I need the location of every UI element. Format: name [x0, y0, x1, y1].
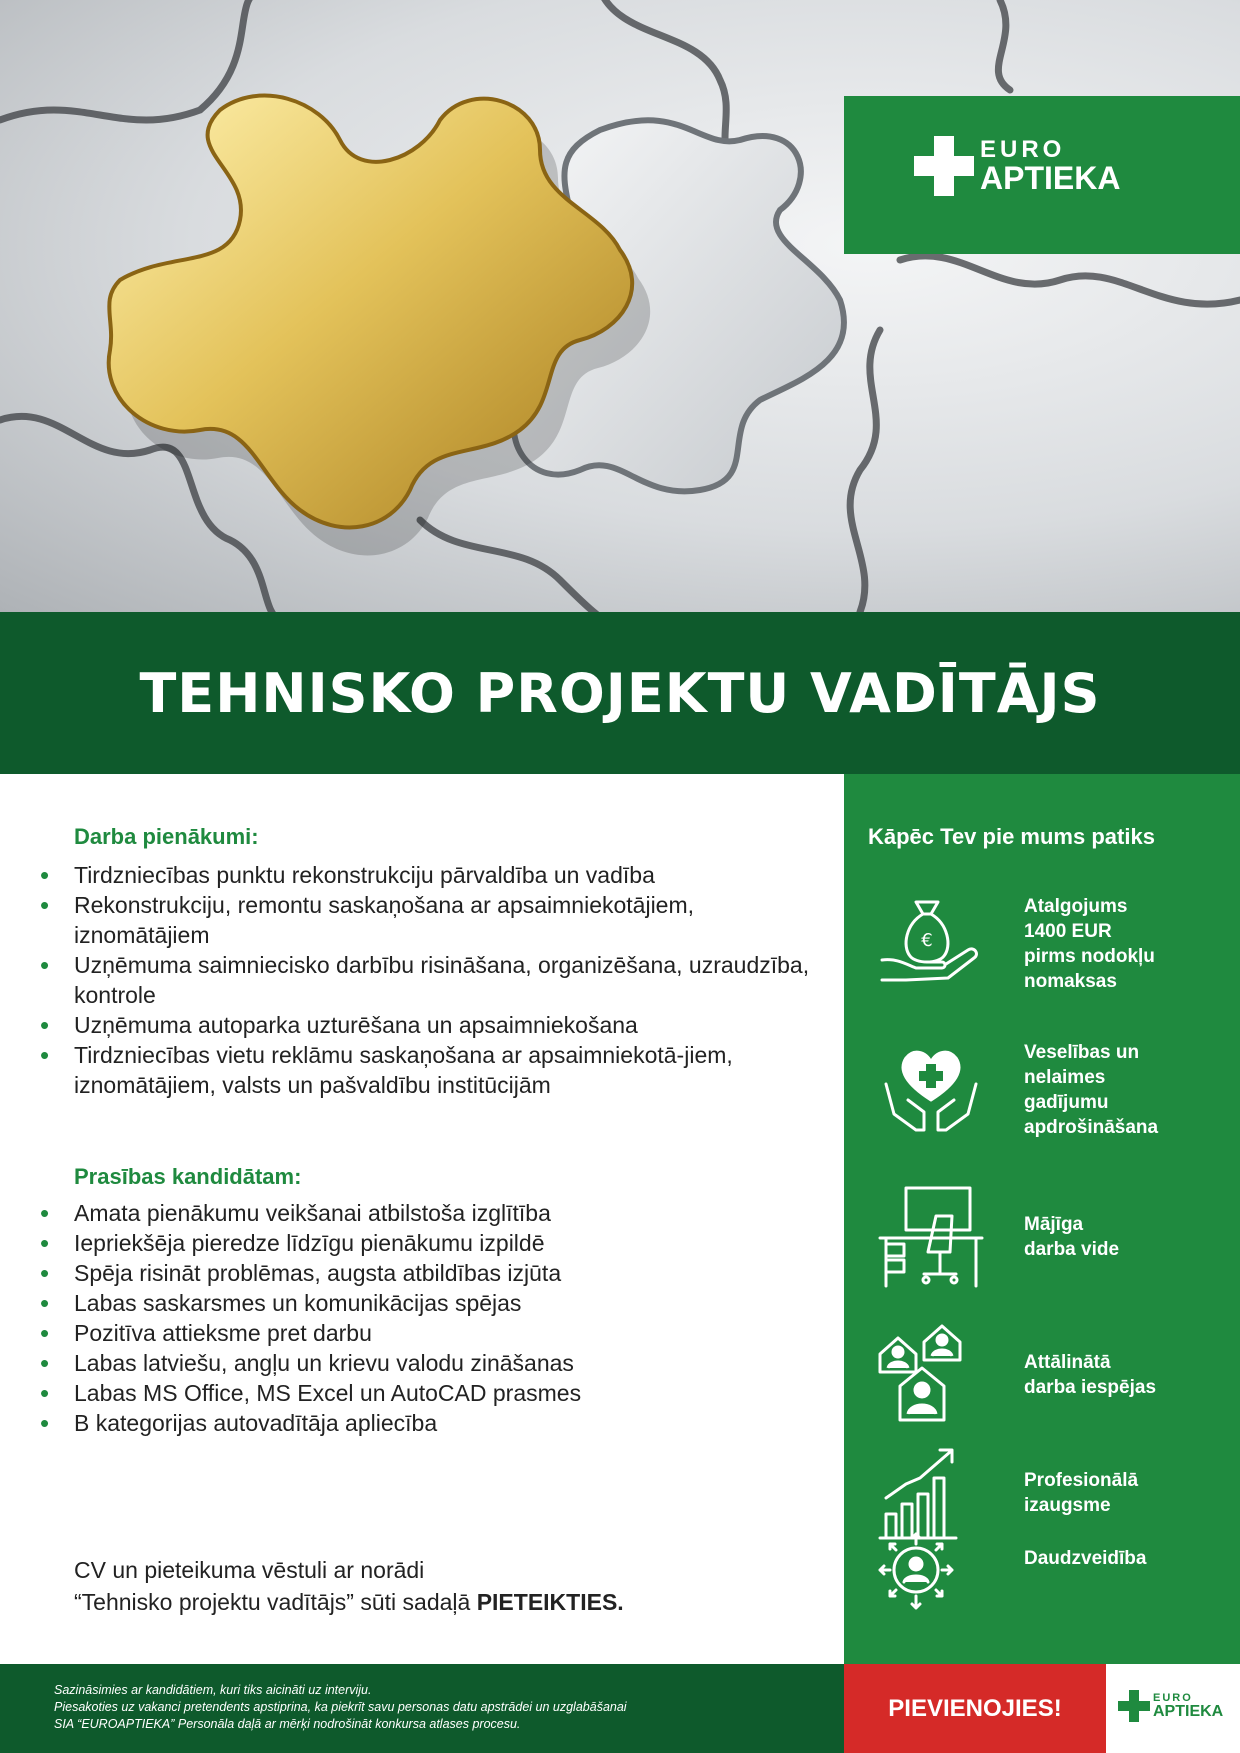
benefit-line: gadījumu — [1024, 1092, 1109, 1113]
remote-work-houses-icon — [876, 1320, 986, 1430]
benefit-text — [1024, 1040, 1158, 1140]
benefit-line: Mājīga — [1024, 1214, 1084, 1235]
benefit-line: apdrošināšana — [1024, 1117, 1159, 1138]
logo-line1: EURO — [1153, 1691, 1193, 1704]
duties-list — [40, 860, 810, 1100]
apply-link-label[interactable]: PIETEIKTIES. — [476, 1589, 624, 1615]
logo-line1: EURO — [980, 136, 1066, 163]
title-band — [0, 612, 1240, 774]
benefit-text — [1024, 1468, 1138, 1518]
list-item: • Tirdzniecības vietu reklāmu saskaņošana ar apsaimniekotā-jiem, iznomātājiem, valsts un pašvaldību institūcijām — [40, 1040, 810, 1100]
list-item: • Uzņēmuma autoparka uzturēšana un apsaimniekošana — [40, 1010, 810, 1040]
euroaptieka-logo-small — [1118, 1690, 1223, 1722]
list-item: • Spēja risināt problēmas, augsta atbildības izjūta — [40, 1258, 810, 1288]
health-heart-hands-icon — [876, 1034, 986, 1144]
workspace-desk-icon — [876, 1182, 986, 1292]
benefit-line: darba iespējas — [1024, 1377, 1157, 1398]
hero-image — [0, 0, 1240, 612]
list-item: • Labas latviešu, angļu un krievu valodu zināšanas — [40, 1348, 810, 1378]
job-title: TEHNISKO PROJEKTU VADĪTĀJS — [139, 661, 1101, 725]
benefit-line: izaugsme — [1024, 1495, 1111, 1516]
legal-notice — [54, 1682, 834, 1733]
puzzle-background — [0, 0, 1240, 612]
footer-logo-box — [1106, 1664, 1240, 1753]
benefits-title: Kāpēc Tev pie mums patiks — [868, 824, 1155, 849]
apply-instructions — [74, 1554, 624, 1618]
benefit-line: Profesionālā — [1024, 1470, 1139, 1491]
benefit-line: pirms nodokļu — [1024, 946, 1155, 967]
logo-line2: APTIEKA — [980, 160, 1121, 196]
footer — [0, 1664, 1240, 1753]
list-item: • B kategorijas autovadītāja apliecība — [40, 1408, 810, 1438]
logo-line2: APTIEKA — [1153, 1702, 1224, 1720]
duties-heading: Darba pienākumi: — [74, 824, 259, 849]
benefit-line: darba vide — [1024, 1239, 1120, 1260]
join-button[interactable]: PIEVIENOJIES! — [844, 1664, 1106, 1753]
benefit-text — [1024, 1350, 1156, 1400]
benefit-line: Veselības un — [1024, 1042, 1140, 1063]
benefit-line: 1400 EUR — [1024, 921, 1112, 942]
apply-line1: CV un pieteikuma vēstuli ar norādi — [74, 1557, 425, 1583]
job-details — [0, 774, 844, 1664]
benefit-line: nelaimes — [1024, 1067, 1106, 1088]
brand-logo-box — [844, 96, 1240, 254]
benefit-line: Attālinātā — [1024, 1352, 1111, 1373]
list-item: • Iepriekšēja pieredze līdzīgu pienākumu izpildē — [40, 1228, 810, 1258]
benefits-panel — [844, 774, 1240, 1664]
euroaptieka-logo — [914, 136, 1120, 196]
benefit-line: Atalgojums — [1024, 896, 1128, 917]
legal-line: Piesakoties uz vakanci pretendents apstiprina, ka piekrīt savu personas datu apstrādei un uzglabāšanai — [54, 1700, 627, 1714]
benefit-line: Daudzveidība — [1024, 1548, 1147, 1569]
benefit-text — [1024, 894, 1155, 994]
legal-line: Sazināsimies ar kandidātiem, kuri tiks aicināti uz interviju. — [54, 1683, 372, 1697]
list-item: • Tirdzniecības punktu rekonstrukciju pārvaldība un vadība — [40, 860, 810, 890]
diversity-arrows-icon — [876, 1530, 986, 1640]
apply-line2: “Tehnisko projektu vadītājs” sūti sadaļā — [74, 1589, 477, 1615]
list-item: • Rekonstrukciju, remontu saskaņošana ar apsaimniekotājiem, iznomātājiem — [40, 890, 810, 950]
benefit-line: nomaksas — [1024, 971, 1117, 992]
list-item: • Pozitīva attieksme pret darbu — [40, 1318, 810, 1348]
benefit-text — [1024, 1546, 1146, 1571]
green-cross-icon — [1118, 1690, 1150, 1722]
legal-line: SIA “EUROAPTIEKA” Personāla daļā ar mērķi nodrošināt konkursa atlases procesu. — [54, 1717, 521, 1731]
list-item: • Labas saskarsmes un komunikācijas spējas — [40, 1288, 810, 1318]
money-bag-hand-icon — [876, 884, 986, 994]
requirements-list — [40, 1198, 810, 1438]
list-item: • Amata pienākumu veikšanai atbilstoša izglītība — [40, 1198, 810, 1228]
requirements-heading: Prasības kandidātam: — [74, 1164, 302, 1189]
green-cross-icon — [914, 136, 974, 196]
svg-text:€: € — [921, 930, 933, 951]
list-item: • Uzņēmuma saimniecisko darbību risināšana, organizēšana, uzraudzība, kontrole — [40, 950, 810, 1010]
benefit-text — [1024, 1212, 1119, 1262]
list-item: • Labas MS Office, MS Excel un AutoCAD prasmes — [40, 1378, 810, 1408]
